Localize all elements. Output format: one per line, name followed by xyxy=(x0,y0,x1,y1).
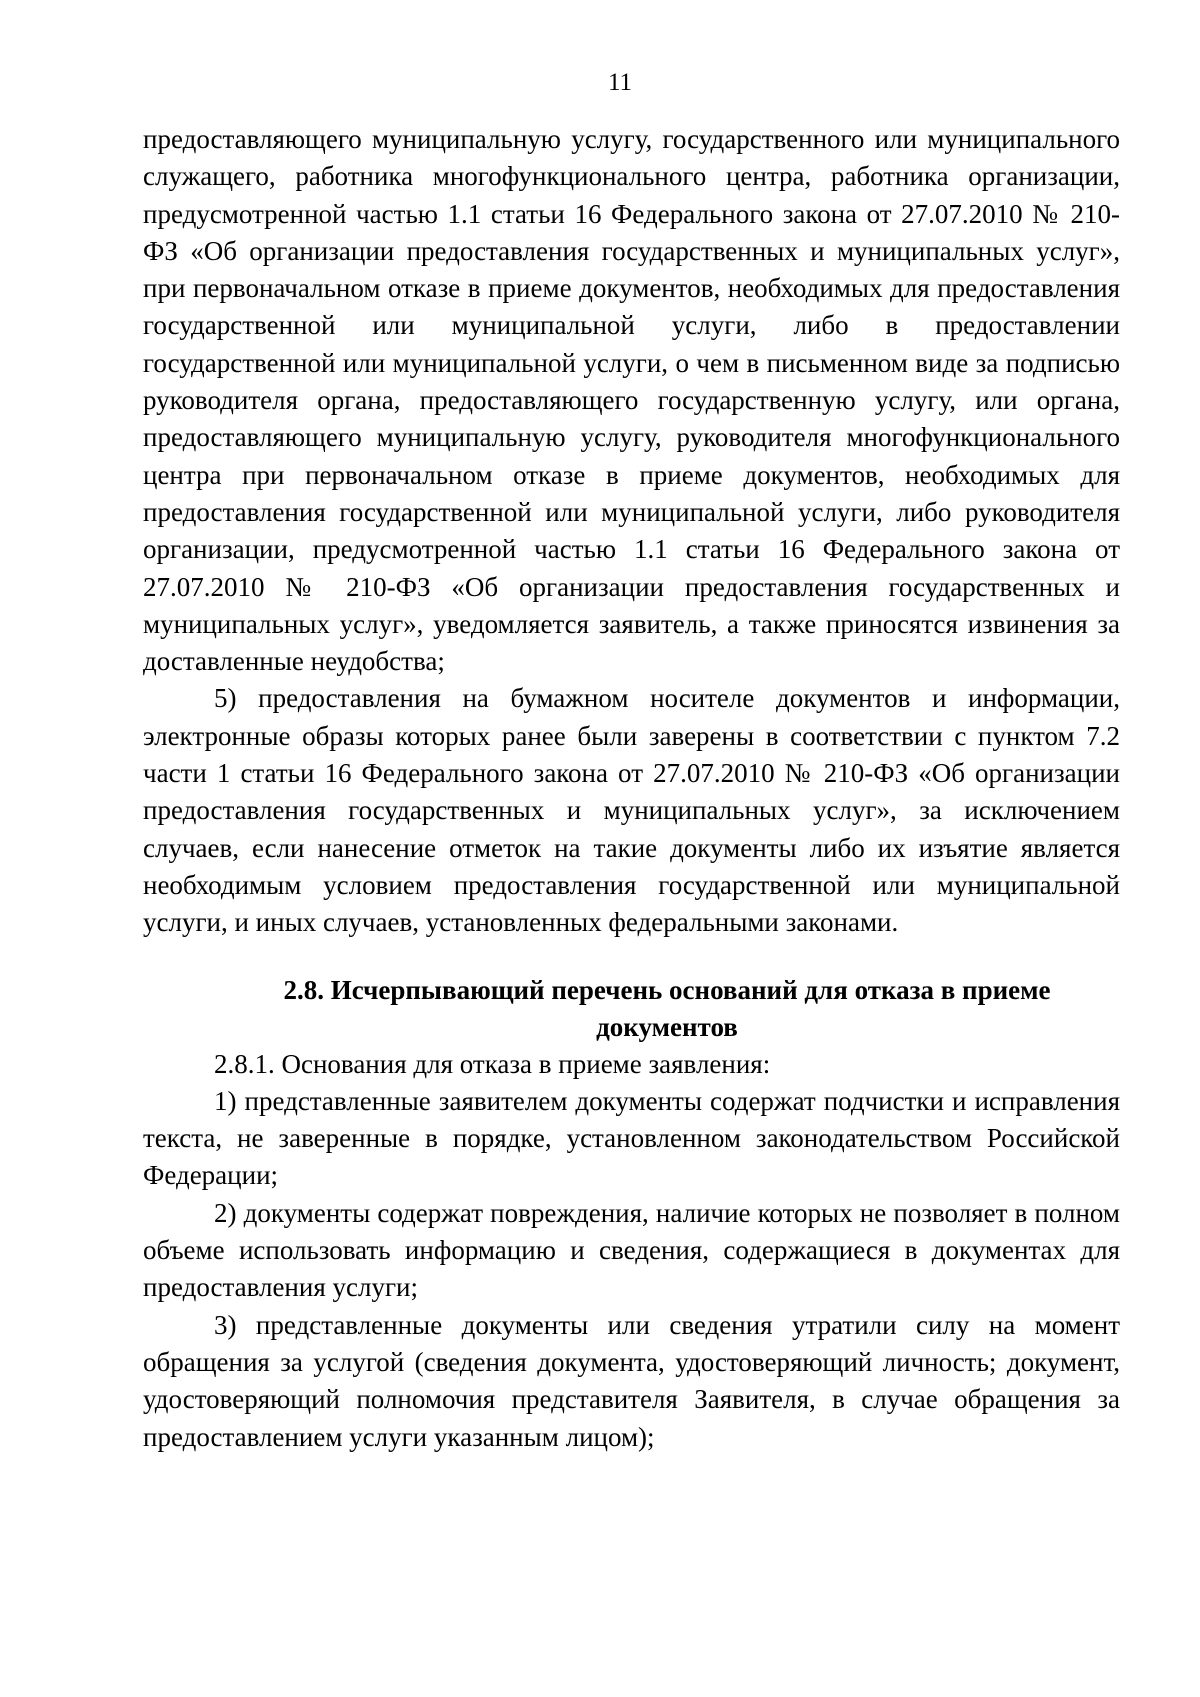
section-heading-line-2: документов xyxy=(596,1011,738,1042)
paragraph-reason-3: 3) представленные документы или сведения утратили силу на момент обращения за услугой (сведения документа, удостоверяющий личность; документ, удостоверяющий полномочия представителя Заявителя, в случае обращения за предоставлением услуги указанным лицом); xyxy=(143,1309,1120,1452)
page-number: 11 xyxy=(607,69,633,96)
paragraph-reason-2: 2) документы содержат повреждения, наличие которых не позволяет в полном объеме использовать информацию и сведения, содержащиеся в документах для предоставления услуги; xyxy=(143,1197,1120,1303)
paragraph-item-5: 5) предоставления на бумажном носителе документов и информации, электронные образы которых ранее были заверены в соответствии с пунктом 7.2 части 1 статьи 16 Федерального закона от 27.07.2010 № 210-ФЗ «Об организации предоставления государственных и муниципальных услуг», за исключением случаев, если нанесение отметок на такие документы либо их изъятие является необходимым условием предоставления государственной или муниципальной услуги, и иных случаев, установленных федеральными законами. xyxy=(143,683,1120,938)
paragraph-subsection-2-8-1: 2.8.1. Основания для отказа в приеме заявления: xyxy=(214,1048,771,1079)
section-heading-line-1: 2.8. Исчерпывающий перечень оснований для отказа в приеме xyxy=(283,974,1051,1005)
paragraph-reason-1: 1) представленные заявителем документы содержат подчистки и исправления текста, не заверенные в порядке, установленном законодательством Российской Федерации; xyxy=(143,1085,1120,1191)
document-body xyxy=(143,121,1120,1456)
paragraph-continuation: предоставляющего муниципальную услугу, государственного или муниципального служащего, работника многофункционального центра, работника организации, предусмотренной частью 1.1 статьи 16 Федерального закона от 27.07.2010 № 210-ФЗ «Об организации предоставления государственных и муниципальных услуг», при первоначальном отказе в приеме документов, необходимых для предоставления государственной или муниципальной услуги, либо в предоставлении государственной или муниципальной услуги, о чем в письменном виде за подписью руководителя органа, предоставляющего государственную услугу, или органа, предоставляющего муниципальную услугу, руководителя многофункционального центра при первоначальном отказе в приеме документов, необходимых для предоставления государственной или муниципальной услуги, либо руководителя организации, предусмотренной частью 1.1 статьи 16 Федерального закона от 27.07.2010 № 210-ФЗ «Об организации предоставления государственных и муниципальных услуг», уведомляется заявитель, а также приносятся извинения за доставленные неудобства; xyxy=(143,124,1120,677)
section-heading xyxy=(143,972,1120,1046)
